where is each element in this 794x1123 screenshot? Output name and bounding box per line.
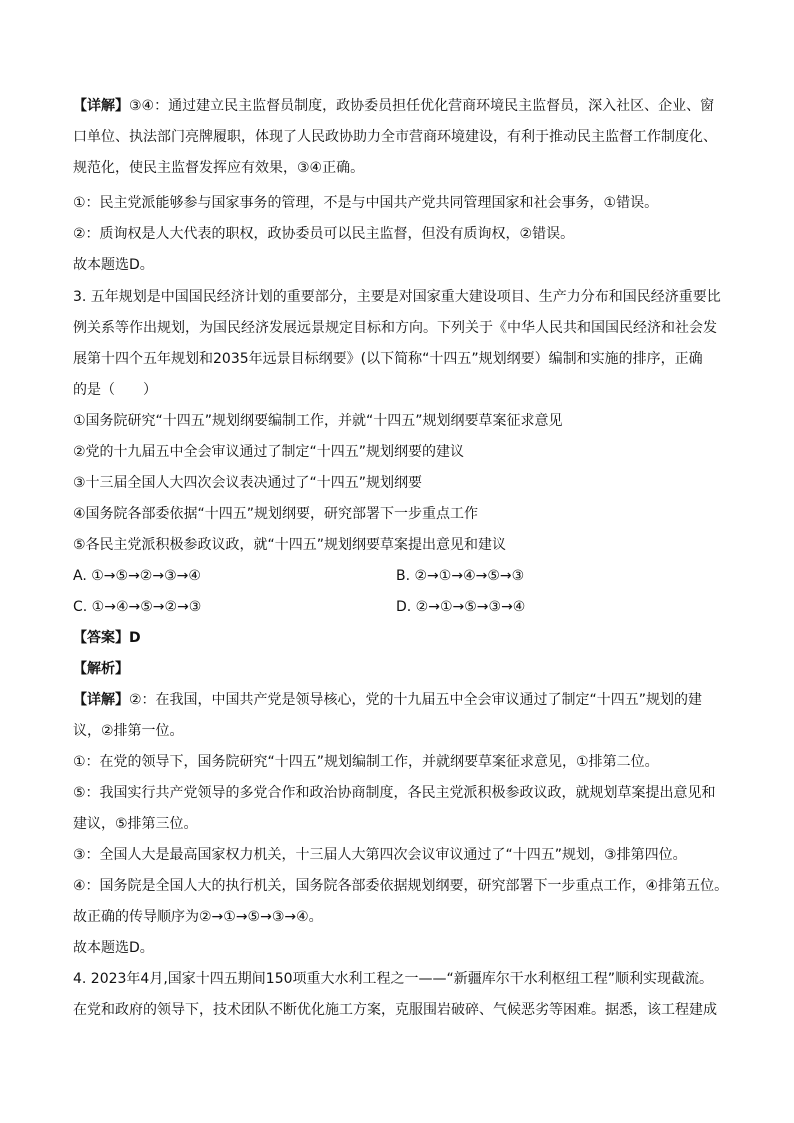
q4-stem-1: 4. 2023年4月,国家十四五期间150项重大水利工程之一——“新疆库尔干水利枢纽工程”顺利实现截流。: [73, 971, 714, 987]
detail-line-1: 【详解】③④：通过建立民主监督员制度，政协委员担任优化营商环境民主监督员，深入社区、企业、窗: [73, 98, 715, 114]
detail-bracket: 【详解】: [73, 98, 129, 114]
q3-detail-4: ⑤：我国实行共产党领导的多党合作和政治协商制度，各民主党派积极参政议政，就规划草案提出意见和: [73, 785, 716, 801]
q3-stem-3: 展第十四个五年规划和2035年远景目标纲要》(以下简称“十四五”规划纲要）编制和实施的排序，正确: [73, 351, 703, 367]
option-d: D. ②→①→⑤→③→④: [396, 599, 526, 615]
q3-stem-4: 的是（ ）: [73, 382, 157, 398]
option-b: B. ②→①→④→⑤→③: [396, 568, 525, 584]
q4-stem-2: 在党和政府的领导下，技术团队不断优化施工方案，克服围岩破碎、气候恶劣等困难。据悉，该工程建成: [73, 1002, 717, 1018]
detail-line-3: 规范化，使民主监督发挥应有效果，③④正确。: [73, 160, 365, 176]
answer-line: 【答案】D: [73, 630, 141, 646]
q3-detail-8: 故正确的传导顺序为②→①→⑤→③→④。: [73, 909, 323, 925]
q3-detail-3: ①：在党的领导下，国务院研究“十四五”规划编制工作，并就纲要草案征求意见，①排第二位。: [73, 754, 659, 770]
q3-item: ①国务院研究“十四五”规划纲要编制工作，并就“十四五”规划纲要草案征求意见: [73, 413, 563, 429]
q3-detail-5: 建议，⑤排第三位。: [73, 816, 198, 832]
q3-item: ④国务院各部委依据“十四五”规划纲要，研究部署下一步重点工作: [73, 506, 479, 522]
q3-stem-1: 3. 五年规划是中国国民经济计划的重要部分，主要是对国家重大建设项目、生产力分布和国民经济重要比: [73, 289, 721, 305]
q3-item: ②党的十九届五中全会审议通过了制定“十四五”规划纲要的建议: [73, 444, 465, 460]
detail-bracket: 【详解】: [73, 692, 129, 708]
detail-line-2: 口单位、执法部门亮牌履职，体现了人民政协助力全市营商环境建设，有利于推动民主监督工作制度化、: [73, 129, 717, 145]
q3-stem-2: 例关系等作出规划，为国民经济发展远景规定目标和方向。下列关于《中华人民共和国国民经济和社会发: [73, 320, 717, 336]
q3-detail-7: ④：国务院是全国人大的执行机关，国务院各部委依据规划纲要，研究部署下一步重点工作，④排第五位。: [73, 878, 729, 894]
q3-item: ⑤各民主党派积极参政议政，就“十四五”规划纲要草案提出意见和建议: [73, 537, 507, 553]
detail-line-5: ②：质询权是人大代表的职权，政协委员可以民主监督，但没有质询权，②错误。: [73, 226, 575, 242]
q3-conclusion: 故本题选D。: [73, 940, 154, 956]
conclusion-line: 故本题选D。: [73, 257, 154, 273]
detail-line-4: ①：民主党派能够参与国家事务的管理，不是与中国共产党共同管理国家和社会事务，①错误。: [73, 195, 659, 211]
q3-detail-2: 议，②排第一位。: [73, 723, 184, 739]
analysis-heading: 【解析】: [73, 661, 129, 677]
option-a: A. ①→⑤→②→③→④: [73, 568, 201, 584]
q3-item: ③十三届全国人大四次会议表决通过了“十四五”规划纲要: [73, 475, 423, 491]
q3-detail-6: ③：全国人大是最高国家权力机关，十三届人大第四次会议审议通过了“十四五”规划，③排第四位。: [73, 847, 687, 863]
option-c: C. ①→④→⑤→②→③: [73, 599, 202, 615]
q3-detail-1: 【详解】②：在我国，中国共产党是领导核心，党的十九届五中全会审议通过了制定“十四五”规划的建: [73, 692, 703, 708]
